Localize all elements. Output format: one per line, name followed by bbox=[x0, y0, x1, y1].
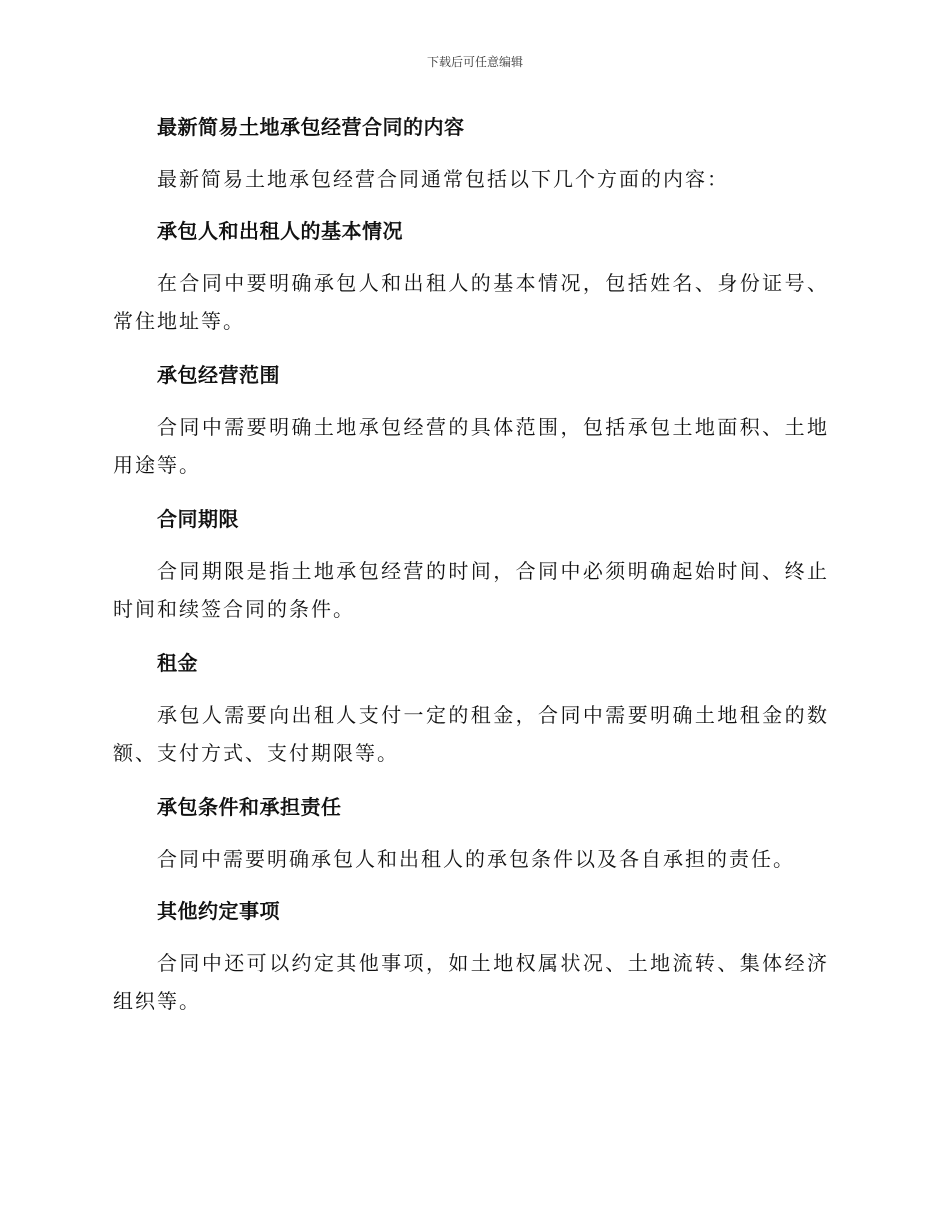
spacer bbox=[113, 772, 829, 788]
spacer bbox=[113, 340, 829, 356]
section-body-other: 合同中还可以约定其他事项，如土地权属状况、土地流转、集体经济组织等。 bbox=[113, 951, 829, 1013]
spacer bbox=[113, 538, 829, 552]
spacer bbox=[113, 826, 829, 840]
section-body-term: 合同期限是指土地承包经营的时间，合同中必须明确起始时间、终止时间和续签合同的条件。 bbox=[113, 559, 829, 621]
section-body-scope: 合同中需要明确土地承包经营的具体范围，包括承包土地面积、土地用途等。 bbox=[113, 415, 829, 477]
page-header-note: 下载后可任意编辑 bbox=[426, 55, 523, 69]
spacer bbox=[113, 484, 829, 500]
spacer bbox=[113, 198, 829, 212]
spacer bbox=[113, 250, 829, 264]
section-heading-rent: 租金 bbox=[157, 651, 198, 675]
section-heading-term: 合同期限 bbox=[157, 507, 239, 531]
section-body-rent: 承包人需要向出租人支付一定的租金，合同中需要明确土地租金的数额、支付方式、支付期限等。 bbox=[113, 703, 829, 765]
section-heading-other: 其他约定事项 bbox=[157, 899, 280, 923]
document-title: 最新简易土地承包经营合同的内容 bbox=[157, 115, 465, 139]
section-heading-scope: 承包经营范围 bbox=[157, 363, 280, 387]
document-body bbox=[113, 108, 829, 1020]
spacer bbox=[113, 394, 829, 408]
section-heading-parties: 承包人和出租人的基本情况 bbox=[157, 219, 403, 243]
intro-paragraph: 最新简易土地承包经营合同通常包括以下几个方面的内容： bbox=[157, 167, 729, 191]
section-body-conditions: 合同中需要明确承包人和出租人的承包条件以及各自承担的责任。 bbox=[157, 847, 795, 871]
spacer bbox=[113, 878, 829, 892]
spacer bbox=[113, 146, 829, 160]
spacer bbox=[113, 628, 829, 644]
spacer bbox=[113, 930, 829, 944]
section-heading-conditions: 承包条件和承担责任 bbox=[157, 795, 342, 819]
section-body-parties: 在合同中要明确承包人和出租人的基本情况，包括姓名、身份证号、常住地址等。 bbox=[113, 271, 829, 333]
spacer bbox=[113, 682, 829, 696]
